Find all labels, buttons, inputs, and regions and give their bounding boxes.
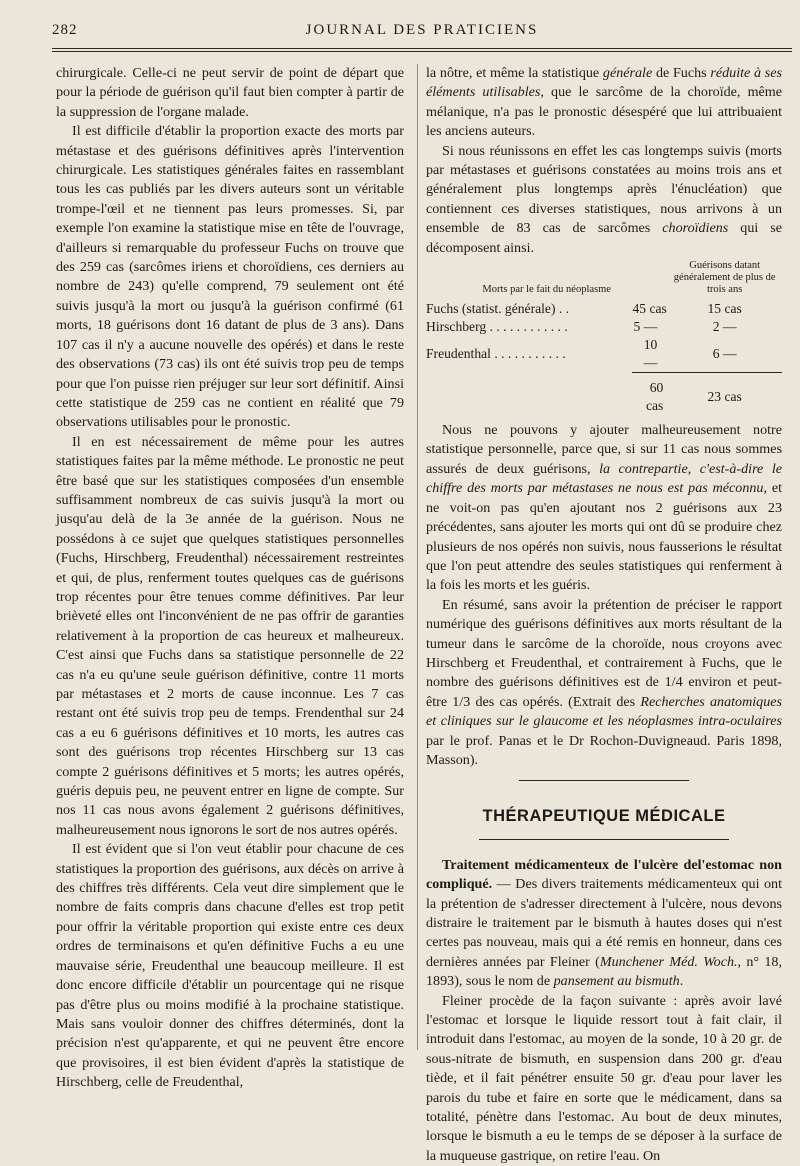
column-divider (417, 64, 418, 1050)
left-column (56, 64, 404, 1093)
paragraph: En résumé, sans avoir la prétention de préciser le rapport numérique des guérisons définitives aux morts résultant de la tumeur dans le sarcôme de la choroïde, nous croyons avec Hirschberg et Freudenthal, et contrairement à Fuchs, que le nombre des guérisons définitives est de 1/4 environ et peut-être 1/3 des cas opérés. (Extrait des Recherches anatomiques et cliniques sur le glaucome et les néoplasmes intra-oculaires par le prof. Panas et le Dr Rochon-Duvigneaud. Paris 1898, Masson). (426, 596, 783, 768)
paragraph: Il est évident que si l'on veut établir pour chacune de ces statistiques la proportion des guérisons, aux décès on arrive à des chiffres très différents. Cela veut dire simplement que le nombre de faits compris dans chacune d'elles est trop petit pour offrir la véritable proportion qui existe entre ces deux ordres de terminaisons et qu'en définitive Fuchs a eu une mauvaise série, Freudenthal une beaucoup meilleure. Il est donc encore difficile d'établir un pourcentage qui ne risque pas d'être plus ou moins modifié à la prochaine statistique. Mais sans vouloir donner des chiffres déterminés, dont la précision n'est qu'apparente, et qui ne peuvent être encore que provisoires, il est bien évident d'après la statistique de Hirschberg, celle de Freudenthal, (56, 841, 404, 1091)
right-column (426, 64, 782, 1166)
table-total-row: 60 cas 23 cas (426, 373, 782, 416)
table-row: Fuchs (statist. générale) . . 45 cas 15 cas (426, 301, 742, 317)
paragraph: Nous ne pouvons y ajouter malheureusement notre statistique personnelle, parce que, si sur 11 cas nous sommes assurés de deux guérisons, la contrepartie, c'est-à-dire le chiffre des morts par métastases ne nous est pas méconnu, et ne voit-on pas qu'en ajoutant nos 2 guérisons aux 23 précédentes, sans ajouter les morts qui ont dû se produire chez plusieurs de nos opérés non suivis, nous fausserions le résultat que l'on peut attendre des seules statistiques qui renferment à la fois les morts et les guéris. (426, 422, 783, 594)
paragraph: Fleiner procède de la façon suivante : après avoir lavé l'estomac et lorsque le liquide ressort tout à fait clair, il introduit dans l'estomac, au moyen de la sonde, 10 à 20 gr. de sous-nitrate de bismuth, en suspension dans 200 gr. d'eau tiède, et il fait pénétrer ensuite 50 gr. d'eau pour laver les parois du tube et faire en sorte que le médicament, dans sa totalité, pénètre dans l'estomac. Au bout de deux minutes, lorsque le bismuth a eu le temps de se déposer à la surface de la muqueuse gastrique, on retire l'eau. On (426, 992, 782, 1164)
paragraph: Il en est nécessairement de même pour les autres statistiques faites par la même méthode. Le pronostic ne peut être basé que sur les statistiques composées d'un ensemble suffisamment nombreux de cas suivis jusqu'à la mort ou jusqu'au delà de la 3e année de la guérison. Nous ne possédons à ce sujet que quelques statistiques personnelles (Fuchs, Hirschberg, Freudenthal) nécessairement restreintes et qui, de plus, renferment toutes quelques cas de guérisons trop récentes pour être tenues comme définitives. Par leur brièveté elles ont l'inconvénient de ne pas offrir de garanties relativement à la proportion de cas heureux et malheureux. C'est ainsi que Fuchs dans sa statistique personnelle de 22 cas n'a eu qu'une seule guérison définitive, contre 11 morts par métastases et 2 morts de cause inconnue. Les 7 cas restant ont été suivis trop peu de temps. Frendenthal sur 24 cas a eu 6 guérisons définitives et 10 morts, les autres cas sont des guérisons trop récentes Hirschberg sur 13 cas compte 2 guérisons définitives et 5 morts; les autres opérés, guéris depuis peu, ne peuvent entrer en ligne de compte. Sur nos 11 cas nous avons également 2 guérisons définitives, malheureusement nous ignorons le sort de nos autres opérés. (56, 433, 404, 838)
table-header-cures: Guérisons datant généralement de plus de trois ans (673, 260, 776, 296)
paragraph: Traitement médicamenteux de l'ulcère del'estomac non compliqué. — Des divers traitements médicamenteux qui ont la prétention de s'adresser directement à l'ulcère, nous devons distraire le traitement par le bismuth à hautes doses qui n'est certes pas nouveau, mais qui a été remis en honneur, dans ces dernières années par Fleiner (Munchener Méd. Woch., n° 18, 1893), sous le nom de pansement au bismuth. (426, 856, 782, 990)
paragraph: la nôtre, et même la statistique générale de Fuchs réduite à ses éléments utilisables, que le sarcôme de la choroïde, même mélanique, n'a pas le pronostic désespéré que lui attribuaient les anciens auteurs. (426, 65, 783, 140)
article-title: Traitement médicamenteux de l'ulcère del'estomac non compliqué. (426, 856, 782, 893)
table-row: Hirschberg . . . . . . . . . . . . 5 — 2 — (426, 319, 737, 335)
page-number: 282 (52, 22, 78, 38)
section-rule (479, 839, 729, 840)
running-head: JOURNAL DES PRATICIENS (305, 22, 539, 38)
table-row: Freudenthal . . . . . . . . . . . 10 — 6 — (426, 337, 737, 371)
page-header (52, 18, 792, 44)
paragraph: Il est difficile d'établir la proportion exacte des morts par métastase et des guérisons définitives après l'intervention chirurgicale. Les statistiques générales faites en rassemblant tous les cas publiés par les divers auteurs sont un véritable trompe-l'œil et ne tiennent pas leurs promesses. Si, par exemple l'on examine la statistique mise en tête de l'ouvrage, d'ailleurs si remarquable du professeur Fuchs on trouve que des 259 cas (sarcômes iriens et choroïdiens, ces derniers au nombre de 243) qu'elle comprend, 79 seulement ont été suivis jusqu'à la mort ou jusqu'à la guérison confirmé (61 morts, 18 guérisons dont 16 datant de plus de 3 ans). Dans 107 cas il n'y a aucune nouvelle des opérés) et dans le reste des observations (73 cas) ils ont été suivis trop peu de temps pour que l'on puisse rien préjuger sur leur sort définitif. Ainsi cette statistique de 259 cas ne contient en réalité que 79 observations utilisables pour le pronostic. (56, 123, 404, 431)
paragraph: Si nous réunissons en effet les cas longtemps suivis (morts par métastases et guérisons constatées au moins trois ans et généralement plus longtemps après l'énucléation) que contiennent ces diverses statistiques, nous arrivons à un ensemble de 83 cas de sarcômes choroïdiens qui se décomposent ainsi. (426, 142, 783, 256)
paragraph: chirurgicale. Celle-ci ne peut servir de point de départ que pour la période de guérison qu'il faut bien compter à partir de la suppression de l'organe malade. (56, 65, 404, 120)
section-heading: THÉRAPEUTIQUE MÉDICALE (482, 807, 726, 826)
table-header-deaths: Morts par le fait du néoplasme (482, 284, 611, 296)
header-rule-inner (52, 51, 792, 52)
header-rule (52, 48, 792, 49)
section-rule (519, 780, 689, 781)
statistics-table (426, 260, 782, 415)
